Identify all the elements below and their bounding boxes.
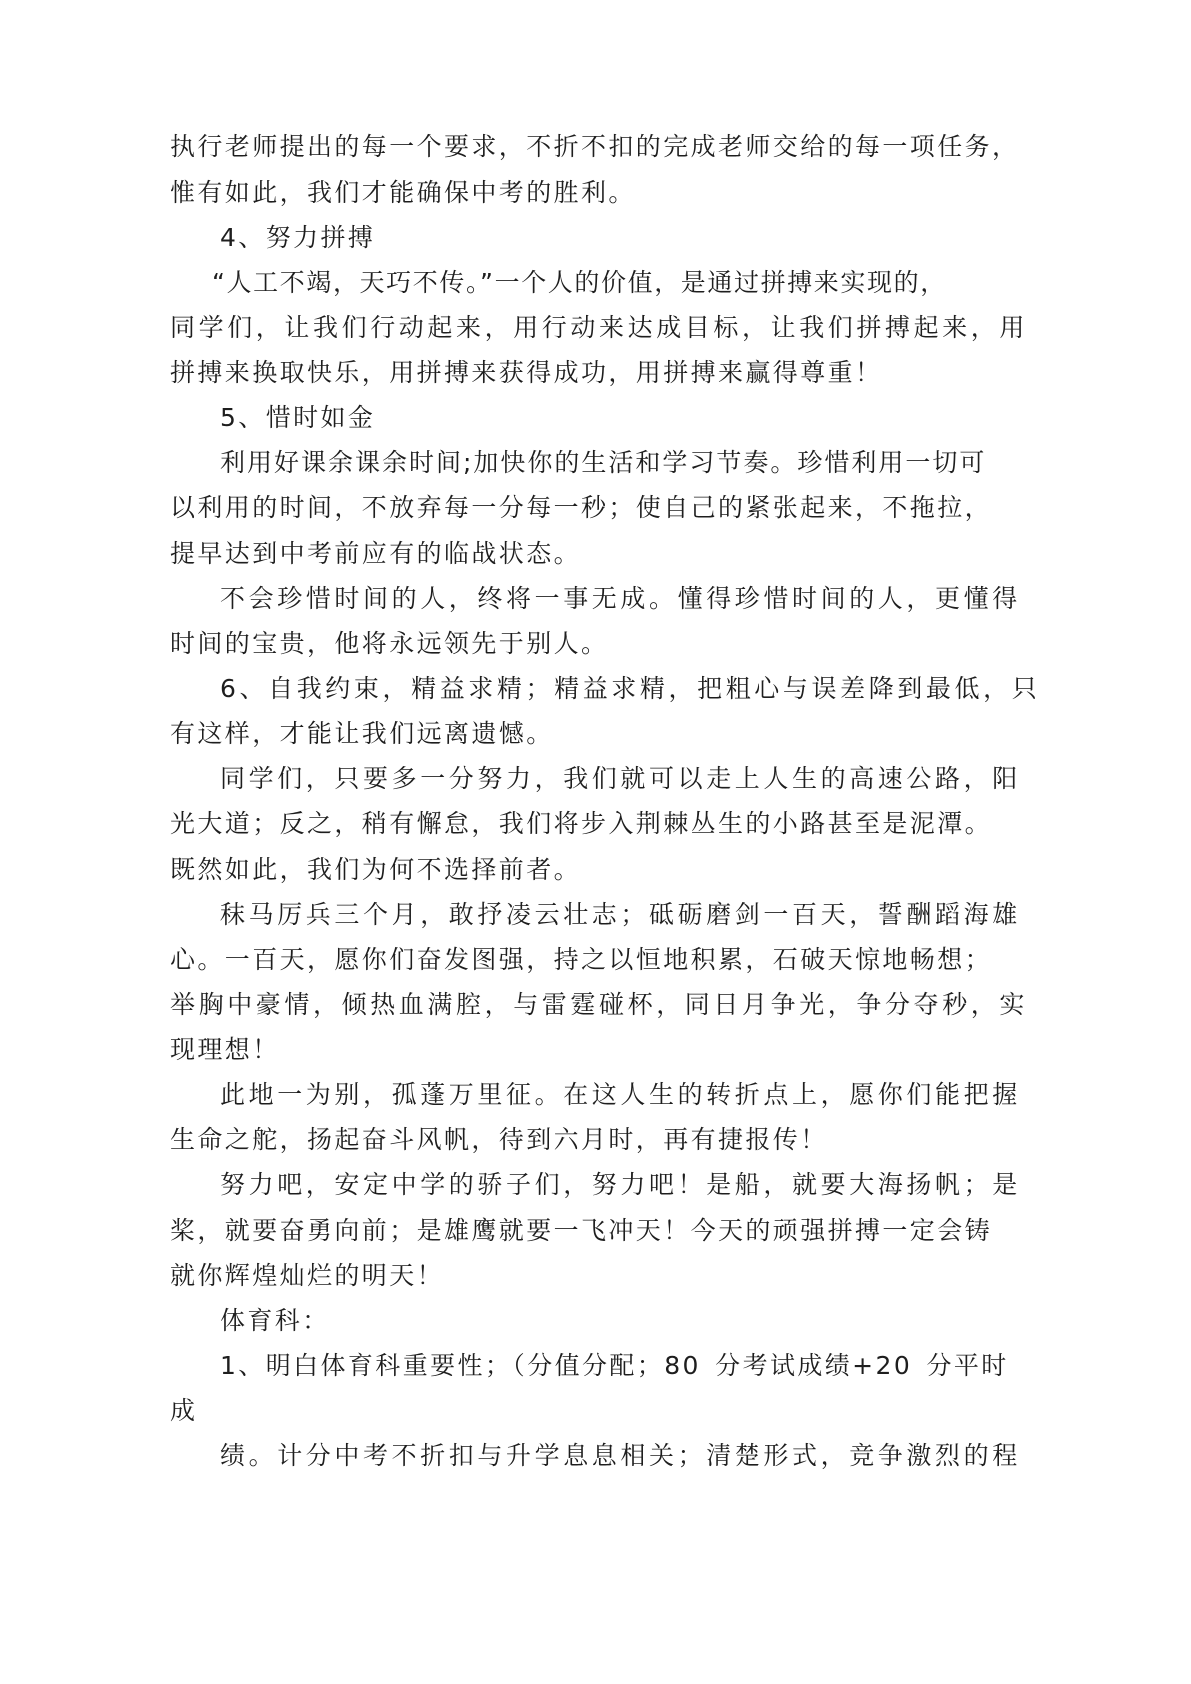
- text-line: 现理想！: [170, 1035, 280, 1064]
- text-line: 生命之舵，扬起奋斗风帆，待到六月时，再有捷报传！: [170, 1125, 828, 1154]
- text-line: 成: [170, 1396, 198, 1425]
- text-line: 4、努力拼搏: [220, 223, 376, 252]
- text-line: 有这样，才能让我们远离遗憾。: [170, 719, 554, 748]
- text-line: 努力吧，安定中学的骄子们，努力吧！是船，就要大海扬帆；是: [220, 1170, 1021, 1199]
- text-line: 就你辉煌灿烂的明天！: [170, 1261, 445, 1290]
- text-line: 不会珍惜时间的人，终将一事无成。懂得珍惜时间的人，更懂得: [220, 584, 1021, 613]
- text-line: 举胸中豪情，倾热血满腔，与雷霆碰杯，同日月争光，争分夺秒，实: [170, 990, 1029, 1019]
- text-line: 心。一百天，愿你们奋发图强，持之以恒地积累，石破天惊地畅想；: [170, 945, 993, 974]
- text-line: 以利用的时间，不放弃每一分每一秒；使自己的紧张起来，不拖拉，: [170, 493, 993, 522]
- text-line: 5、惜时如金: [220, 403, 376, 432]
- text-line: “人工不竭，天巧不传。”一个人的价值，是通过拼搏来实现的，: [212, 268, 947, 297]
- text-line: 既然如此，我们为何不选择前者。: [170, 855, 582, 884]
- text-line: 桨，就要奋勇向前；是雄鹰就要一飞冲天！今天的顽强拼搏一定会铸: [170, 1216, 993, 1245]
- text-line: 体育科：: [220, 1306, 330, 1335]
- text-line: 同学们，让我们行动起来，用行动来达成目标，让我们拼搏起来，用: [170, 313, 1029, 342]
- text-line: 拼搏来换取快乐，用拼搏来获得成功，用拼搏来赢得尊重！: [170, 358, 883, 387]
- text-line: 绩。计分中考不折扣与升学息息相关；清楚形式，竞争激烈的程: [220, 1441, 1021, 1470]
- text-line: 光大道；反之，稍有懈怠，我们将步入荆棘丛生的小路甚至是泥潭。: [170, 809, 993, 838]
- text-line: 6、自我约束，精益求精；精益求精，把粗心与误差降到最低，只: [220, 674, 1041, 703]
- text-line: 时间的宝贵，他将永远领先于别人。: [170, 629, 609, 658]
- text-line: 1、明白体育科重要性；（分值分配；80 分考试成绩+20 分平时: [220, 1351, 1009, 1380]
- text-line: 秣马厉兵三个月，敢抒凌云壮志；砥砺磨剑一百天，誓酬蹈海雄: [220, 900, 1021, 929]
- text-line: 同学们，只要多一分努力，我们就可以走上人生的高速公路，阳: [220, 764, 1021, 793]
- text-line: 提早达到中考前应有的临战状态。: [170, 539, 582, 568]
- text-line: 利用好课余课余时间;加快你的生活和学习节奏。珍惜利用一切可: [220, 448, 987, 477]
- text-line: 执行老师提出的每一个要求，不折不扣的完成老师交给的每一项任务，: [170, 132, 1020, 161]
- text-line: 惟有如此，我们才能确保中考的胜利。: [170, 178, 636, 207]
- text-line: 此地一为别，孤蓬万里征。在这人生的转折点上，愿你们能把握: [220, 1080, 1021, 1109]
